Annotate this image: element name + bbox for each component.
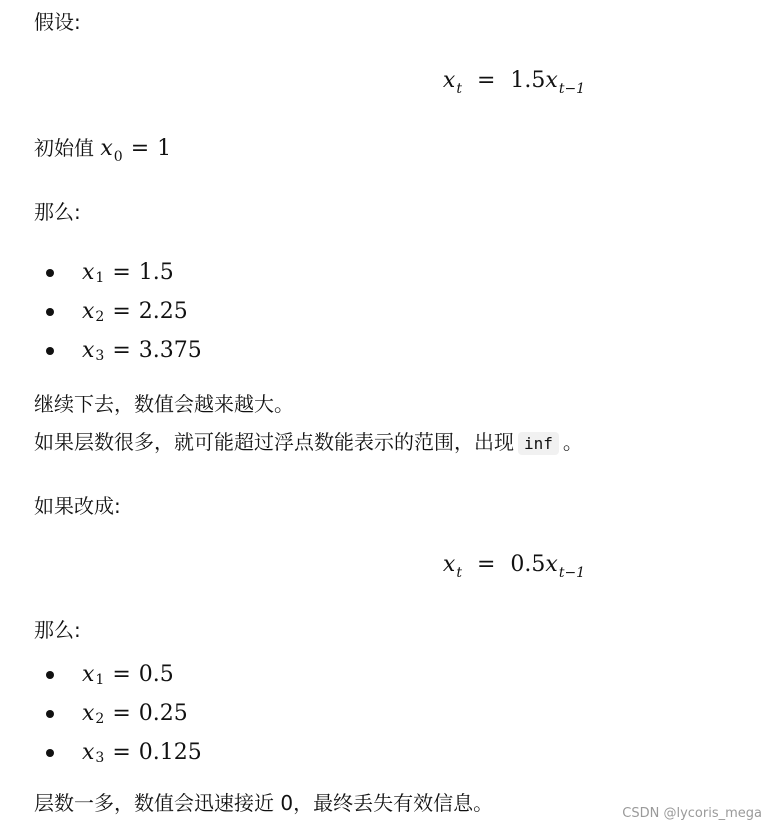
- list2-item1-val: 0.5: [138, 662, 174, 687]
- list1-item1-sub: 1: [95, 270, 105, 286]
- list1-item3-op: =: [112, 338, 131, 363]
- list2-item1-sub: 1: [95, 672, 105, 688]
- list1-item2-sub: 2: [95, 309, 105, 325]
- then-label-1: 那么:: [34, 200, 81, 224]
- bullet-icon: [46, 749, 54, 757]
- eq1-rhs-var: x: [545, 68, 558, 93]
- list1-item3-sub: 3: [95, 348, 105, 364]
- list2-item1-var: x: [82, 662, 95, 687]
- if-changed-label: 如果改成:: [34, 494, 121, 518]
- bullet-icon: [46, 308, 54, 316]
- overflow-line: [34, 428, 583, 458]
- overflow-text-after: 。: [562, 430, 583, 454]
- list1-item1-var: x: [82, 260, 95, 285]
- eq2-op: =: [476, 552, 496, 577]
- bullet-icon: [46, 710, 54, 718]
- bullet-icon: [46, 269, 54, 277]
- eq2-lhs-sub: t: [456, 565, 462, 581]
- eq2-rhs-sub: t−1: [558, 565, 586, 581]
- list-item: [46, 331, 202, 370]
- eq1-lhs-var: x: [442, 68, 456, 93]
- list2-item3-sub: 3: [95, 750, 105, 766]
- list1-item2-val: 2.25: [138, 299, 188, 324]
- overflow-text-before: 如果层数很多，就可能超过浮点数能表示的范围，出现: [34, 430, 514, 454]
- list2-item2-op: =: [112, 701, 131, 726]
- assume-label: 假设:: [34, 10, 81, 34]
- list2-item2-var: x: [82, 701, 95, 726]
- list-item: [46, 253, 202, 292]
- equation-2: [0, 552, 768, 581]
- eq1-lhs-sub: t: [456, 81, 462, 97]
- eq2-lhs-var: x: [442, 552, 456, 577]
- list2-item2-sub: 2: [95, 711, 105, 727]
- initial-var: x: [100, 136, 113, 161]
- bullet-icon: [46, 347, 54, 355]
- initial-sub: 0: [113, 149, 123, 165]
- eq1-rhs-sub: t−1: [558, 81, 586, 97]
- then-label-2: 那么:: [34, 618, 81, 642]
- continue-text: 继续下去，数值会越来越大。: [34, 392, 294, 416]
- initial-op: =: [130, 136, 150, 161]
- list-1: [46, 253, 202, 370]
- bullet-icon: [46, 671, 54, 679]
- list1-item1-val: 1.5: [138, 260, 174, 285]
- list2-item2-val: 0.25: [138, 701, 188, 726]
- csdn-watermark: CSDN @lycoris_mega: [622, 806, 762, 821]
- list1-item2-var: x: [82, 299, 95, 324]
- initial-text: 初始值: [34, 136, 94, 160]
- initial-line: [34, 134, 171, 165]
- list-item: [46, 733, 202, 772]
- list1-item2-op: =: [112, 299, 131, 324]
- eq1-coef: 1.5: [510, 68, 546, 93]
- list2-item3-var: x: [82, 740, 95, 765]
- eq1-op: =: [476, 68, 496, 93]
- final-text: 层数一多，数值会迅速接近 0，最终丢失有效信息。: [34, 791, 494, 815]
- initial-val: 1: [157, 136, 172, 161]
- list1-item1-op: =: [112, 260, 131, 285]
- equation-1: [0, 68, 768, 97]
- eq2-rhs-var: x: [545, 552, 558, 577]
- initial-math: [100, 136, 172, 165]
- list-item: [46, 655, 202, 694]
- eq2-coef: 0.5: [510, 552, 546, 577]
- list-2: [46, 655, 202, 772]
- list-item: [46, 292, 202, 331]
- list1-item3-val: 3.375: [138, 338, 202, 363]
- list2-item3-val: 0.125: [138, 740, 202, 765]
- list-item: [46, 694, 202, 733]
- list1-item3-var: x: [82, 338, 95, 363]
- list2-item3-op: =: [112, 740, 131, 765]
- inf-code: inf: [518, 432, 559, 455]
- list2-item1-op: =: [112, 662, 131, 687]
